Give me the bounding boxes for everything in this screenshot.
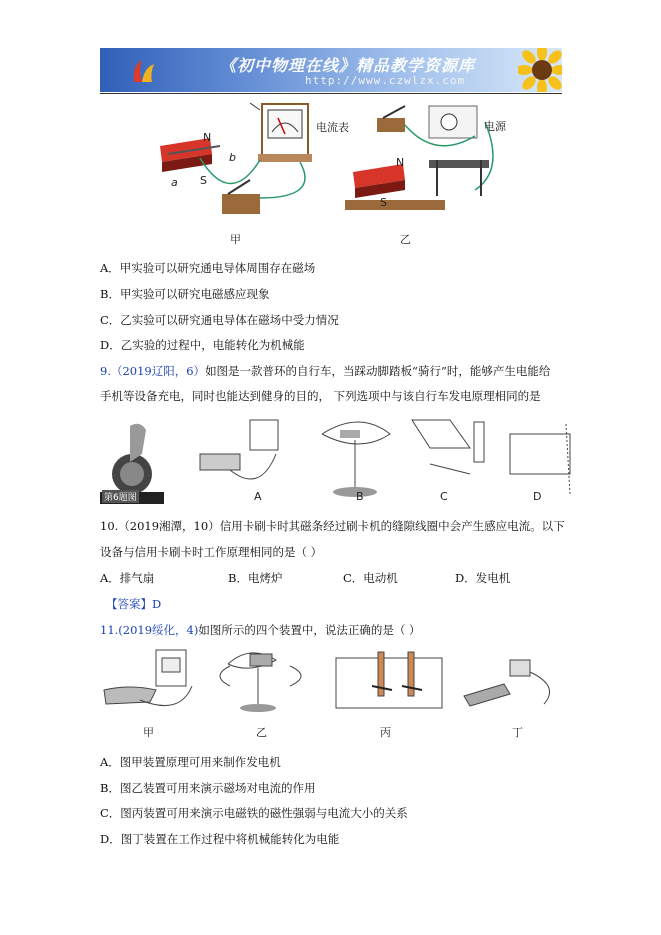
- q8-option-d: D．乙实验的过程中，电能转化为机械能: [100, 338, 305, 352]
- label-n-left: N: [203, 131, 212, 144]
- q10-line1: 10.（2019湘潭，10）信用卡刷卡时其磁条经过刷卡机的缝隙线圈中会产生感应电流。以下: [100, 519, 565, 533]
- q9-choice-b: B: [356, 490, 364, 503]
- q11-line: [100, 622, 421, 638]
- header-url: http://www.czwlzx.com: [305, 74, 466, 87]
- header-banner: [100, 48, 562, 92]
- site-logo-icon: [128, 56, 158, 86]
- q9-choice-a: A: [254, 490, 262, 503]
- q9-choice-c: C: [440, 490, 448, 503]
- q11-option-c: C．图丙装置可用来演示电磁铁的磁性强弱与电流大小的关系: [100, 806, 408, 820]
- q11-text: 如图所示的四个装置中，说法正确的是（ ）: [198, 623, 421, 637]
- q9-fig-label: 第6题图: [102, 490, 139, 503]
- label-ammeter: 电流表: [316, 121, 349, 134]
- q11-label-ding: 丁: [512, 726, 523, 739]
- caption-jia: 甲: [230, 233, 241, 246]
- label-s-left: S: [200, 174, 207, 187]
- q11-option-a: A．图甲装置原理可用来制作发电机: [100, 755, 281, 769]
- q10-line2: 设备与信用卡刷卡时工作原理相同的是（ ）: [100, 545, 323, 559]
- caption-yi: 乙: [400, 233, 411, 246]
- q9-source: 9.（2019辽阳，6）: [100, 364, 206, 378]
- experiment-yi-figure: [345, 100, 495, 215]
- q9-choice-d: D: [533, 490, 542, 503]
- header-divider: [100, 93, 562, 94]
- header-title: 《初中物理在线》精品教学资源库: [220, 56, 476, 75]
- q8-option-a: A．甲实验可以研究通电导体周围存在磁场: [100, 261, 316, 275]
- q9-text1: 如图是一款普环的自行车，当踩动脚踏板“骑行”时，能够产生电能给: [205, 364, 551, 378]
- q10-option-a: A．排气扇: [100, 571, 155, 585]
- q9-figure: [100, 414, 578, 506]
- q10-option-d: D．发电机: [455, 571, 511, 585]
- q8-option-b: B．甲实验可以研究电磁感应现象: [100, 287, 270, 301]
- q9-line1: [100, 363, 550, 379]
- q11-option-d: D．图丁装置在工作过程中将机械能转化为电能: [100, 832, 340, 846]
- q11-option-b: B．图乙装置可用来演示磁场对电流的作用: [100, 781, 316, 795]
- q11-label-jia: 甲: [143, 726, 154, 739]
- label-n-right: N: [396, 156, 405, 169]
- q11-label-yi: 乙: [256, 726, 267, 739]
- q11-source: 11.(2019绥化，4): [100, 623, 199, 637]
- sunflower-icon: [518, 48, 562, 92]
- label-b: b: [229, 151, 236, 164]
- label-s-right: S: [380, 196, 387, 209]
- q9-line2: 手机等设备充电，同时也能达到健身的目的， 下列选项中与该自行车发电原理相同的是: [100, 389, 541, 403]
- q11-figure: [100, 646, 570, 722]
- label-power: 电源: [484, 120, 506, 133]
- label-a: a: [171, 176, 178, 189]
- q8-option-c: C．乙实验可以研究通电导体在磁场中受力情况: [100, 313, 339, 327]
- answer-value: D: [152, 597, 162, 611]
- answer-tag: 【答案】: [106, 597, 152, 611]
- q10-option-b: B．电烤炉: [228, 571, 283, 585]
- q10-option-c: C．电动机: [343, 571, 398, 585]
- experiment-jia-figure: [150, 98, 330, 223]
- q11-label-bing: 丙: [380, 726, 391, 739]
- q10-answer: [106, 596, 161, 612]
